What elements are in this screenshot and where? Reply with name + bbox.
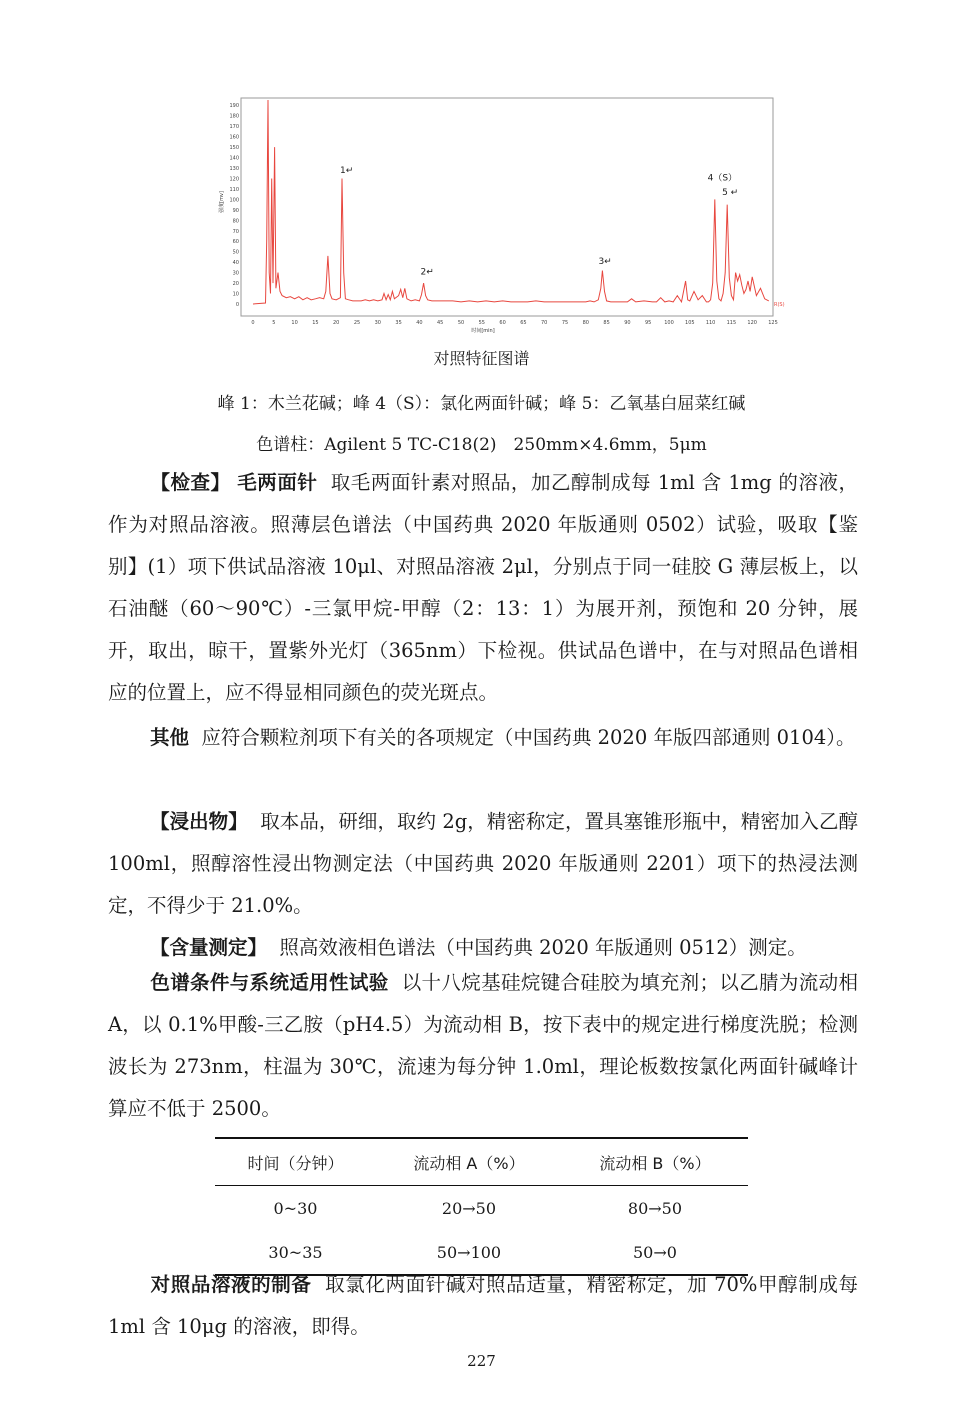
table-cell: 50→0 bbox=[562, 1230, 748, 1275]
x-tick-label: 15 bbox=[312, 320, 319, 326]
peak-label: 4（S） bbox=[707, 173, 738, 184]
peak-label: 5 ↵ bbox=[722, 188, 739, 199]
check-paragraph bbox=[108, 462, 858, 714]
chromatogram-trace bbox=[253, 100, 769, 304]
reference-paragraph bbox=[108, 1264, 858, 1348]
x-tick-label: 20 bbox=[333, 320, 340, 326]
chart-title: 对照特征图谱 bbox=[433, 349, 530, 368]
check-heading: 【检查】 bbox=[150, 471, 231, 494]
check-subheading: 毛两面针 bbox=[237, 471, 318, 494]
header-phase-b: 流动相 B（%） bbox=[562, 1138, 748, 1186]
y-tick-label: 10 bbox=[232, 291, 239, 298]
y-tick-label: 80 bbox=[232, 218, 239, 225]
header-time: 时间（分钟） bbox=[215, 1138, 376, 1186]
assay-heading: 【含量测定】 bbox=[150, 936, 268, 959]
conditions-heading: 色谱条件与系统适用性试验 bbox=[150, 971, 389, 994]
conditions-text: 以十八烷基硅烷键合硅胶为填充剂；以乙腈为流动相 A，以 0.1%甲酸-三乙胺（pH4.5）为流动相 B，按下表中的规定进行梯度洗脱；检测波长为 273nm，柱温为 30℃，流速为每分钟 1.0ml，理论板数按氯化两面针碱峰计算应不低于 2500。 bbox=[108, 971, 858, 1120]
gradient-table bbox=[215, 1137, 748, 1276]
y-axis-label: 强度[mv] bbox=[219, 191, 225, 213]
x-tick-label: 50 bbox=[457, 320, 465, 326]
y-tick-label: 60 bbox=[232, 239, 239, 246]
reference-text: 取氯化两面针碱对照品适量，精密称定，加 70%甲醇制成每 1ml 含 10μg 的溶液，即得。 bbox=[108, 1273, 858, 1338]
y-tick-label: 0 bbox=[235, 302, 239, 308]
peak-label: 1↵ bbox=[340, 166, 354, 177]
x-tick-label: 70 bbox=[541, 320, 548, 326]
y-tick-label: 110 bbox=[229, 186, 239, 193]
y-tick-label: 90 bbox=[232, 207, 239, 214]
extract-text: 取本品，研细，取约 2g，精密称定，置具塞锥形瓶中，精密加入乙醇 100ml，照醇溶性浸出物测定法（中国药典 2020 年版通则 2201）项下的热浸法测定，不得少于 21.0%。 bbox=[108, 810, 858, 917]
x-tick-label: 85 bbox=[603, 320, 610, 326]
x-tick-label: 55 bbox=[478, 320, 485, 326]
page-number: 227 bbox=[467, 1352, 496, 1370]
other-paragraph bbox=[108, 717, 858, 759]
column-info: 色谱柱：Agilent 5 TC-C18(2) 250mm×4.6mm，5μm bbox=[256, 435, 707, 455]
check-text: 取毛两面针素对照品，加乙醇制成每 1ml 含 1mg 的溶液，作为对照品溶液。照薄层色谱法（中国药典 2020 年版通则 0502）试验，吸取【鉴别】(1）项下供试品溶液 10μl、对照品溶液 2μl，分别点于同一硅胶 G 薄层板上，以石油醚（60～90℃）-三氯甲烷-甲醇（2：13：1）为展开剂，预饱和 20 分钟，展开，取出，晾干，置紫外光灯（365nm）下检视。供试品色谱中，在与对照品色谱相应的位置上，应不得显相同颜色的荧光斑点。 bbox=[108, 471, 858, 704]
y-tick-label: 50 bbox=[232, 249, 239, 256]
y-tick-label: 40 bbox=[232, 260, 239, 267]
x-tick-label: 5 bbox=[272, 320, 276, 326]
x-tick-label: 40 bbox=[416, 320, 423, 326]
other-heading: 其他 bbox=[150, 726, 190, 749]
assay-text: 照高效液相色谱法（中国药典 2020 年版通则 0512）测定。 bbox=[279, 936, 807, 959]
x-tick-label: 110 bbox=[705, 320, 716, 326]
x-axis-label: 时间[min] bbox=[471, 328, 495, 334]
plot-frame bbox=[241, 98, 773, 316]
y-tick-label: 120 bbox=[229, 176, 239, 183]
table-row bbox=[215, 1186, 748, 1231]
header-phase-a: 流动相 A（%） bbox=[376, 1138, 562, 1186]
y-tick-label: 140 bbox=[229, 155, 239, 162]
x-tick-label: 90 bbox=[624, 320, 631, 326]
peak-legend: 峰 1：木兰花碱；峰 4（S）：氯化两面针碱；峰 5：乙氧基白屈菜红碱 bbox=[217, 394, 746, 414]
x-tick-label: 60 bbox=[499, 320, 506, 326]
chromatogram-svg bbox=[215, 95, 785, 334]
x-tick-label: 10 bbox=[291, 320, 298, 326]
chromatogram-chart bbox=[215, 95, 785, 334]
x-tick-label: 75 bbox=[561, 320, 569, 326]
extract-heading: 【浸出物】 bbox=[150, 810, 248, 833]
y-tick-label: 190 bbox=[229, 103, 239, 110]
y-tick-label: 30 bbox=[232, 270, 239, 277]
y-tick-label: 160 bbox=[229, 134, 239, 141]
x-tick-label: 80 bbox=[582, 320, 589, 326]
reference-heading: 对照品溶液的制备 bbox=[150, 1273, 312, 1296]
y-tick-label: 130 bbox=[229, 166, 239, 172]
table-cell: 20→50 bbox=[441, 1198, 497, 1218]
other-text: 应符合颗粒剂项下有关的各项规定（中国药典 2020 年版四部通则 0104）。 bbox=[201, 726, 856, 749]
table-header-row bbox=[215, 1138, 748, 1186]
series-label: R(S) bbox=[774, 302, 785, 308]
y-tick-label: 170 bbox=[229, 124, 239, 131]
conditions-paragraph bbox=[108, 962, 858, 1130]
x-tick-label: 25 bbox=[353, 320, 361, 326]
table-cell: 30~35 bbox=[215, 1230, 376, 1275]
table-cell: 80→50 bbox=[627, 1198, 683, 1218]
x-tick-label: 35 bbox=[395, 320, 402, 326]
y-tick-label: 70 bbox=[232, 228, 239, 235]
y-tick-label: 100 bbox=[229, 197, 239, 204]
table-cell: 0~30 bbox=[273, 1198, 318, 1218]
x-tick-label: 95 bbox=[645, 320, 652, 326]
x-tick-label: 125 bbox=[768, 320, 778, 326]
y-tick-label: 20 bbox=[232, 281, 239, 288]
table-cell: 50→100 bbox=[376, 1230, 562, 1275]
x-tick-label: 115 bbox=[726, 320, 737, 326]
x-tick-label: 120 bbox=[747, 320, 757, 326]
x-tick-label: 65 bbox=[520, 320, 527, 326]
x-tick-label: 30 bbox=[374, 320, 381, 326]
x-tick-label: 105 bbox=[685, 320, 695, 326]
y-tick-label: 150 bbox=[229, 145, 239, 152]
x-tick-label: 0 bbox=[251, 320, 255, 326]
y-tick-label: 180 bbox=[229, 113, 239, 120]
x-tick-label: 45 bbox=[437, 320, 444, 326]
extract-paragraph bbox=[108, 801, 858, 927]
peak-label: 2↵ bbox=[420, 267, 434, 278]
peak-label: 3↵ bbox=[598, 257, 612, 268]
x-tick-label: 100 bbox=[664, 320, 674, 326]
